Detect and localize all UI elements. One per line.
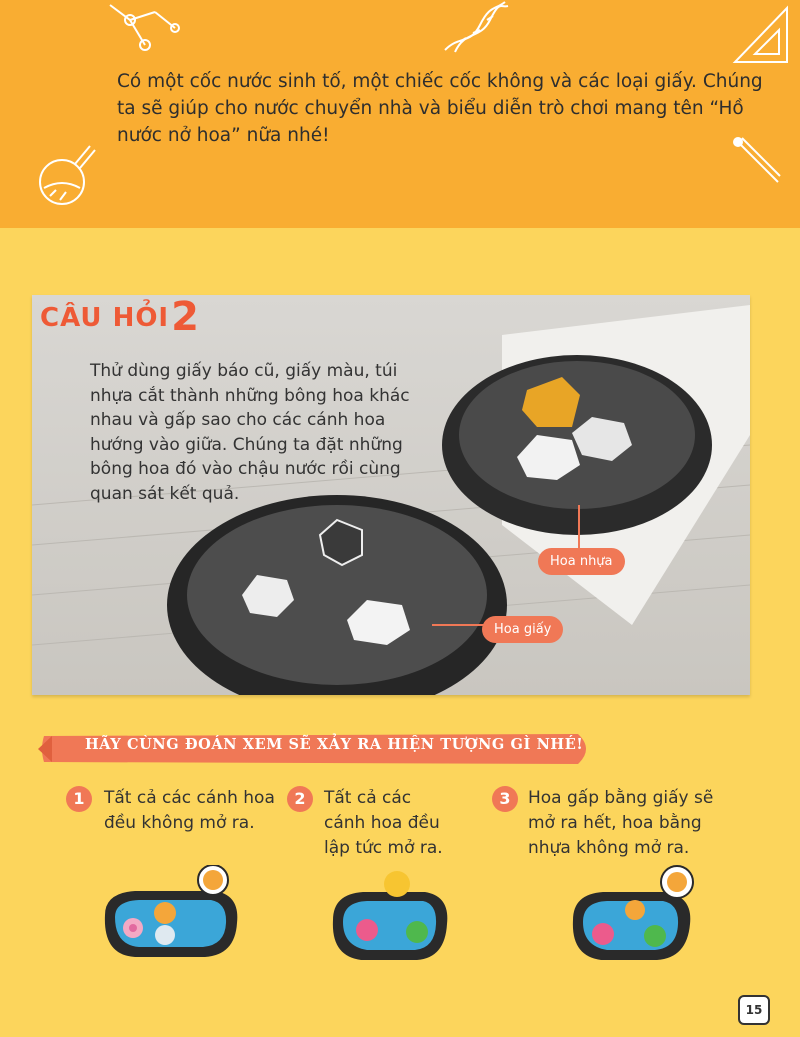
triangle-ruler-icon — [725, 0, 795, 70]
option-3-text: Hoa gấp bằng giấy sẽ mở ra hết, hoa bằng nhựa không mở ra. — [528, 788, 714, 858]
page-number: 15 — [738, 995, 770, 1025]
banner-text: HÃY CÙNG ĐOÁN XEM SẼ XẢY RA HIỆN TƯỢNG GÌ NHÉ! — [85, 736, 584, 753]
pond-1-illustration — [95, 865, 245, 975]
question-text: Thử dùng giấy báo cũ, giấy màu, túi nhựa cắt thành những bông hoa khác nhau và gấp sao cho các cánh hoa hướng vào giữa. Chúng ta đặt những bông hoa đó vào chậu nước rồi cùng quan sát kết quả. — [90, 361, 410, 504]
intro-text: Có một cốc nước sinh tố, một chiếc cốc không và các loại giấy. Chúng ta sẽ giúp cho nước chuyển nhà và biểu diễn trò chơi mang tên “Hồ nước nở hoa” nữa nhé! — [117, 71, 763, 146]
option-1-text: Tất cả các cánh hoa đều không mở ra. — [104, 788, 275, 833]
question-number: 2 — [171, 294, 200, 340]
pond-3-illustration — [565, 860, 700, 975]
option-3-number: 3 — [492, 786, 518, 812]
header-band — [0, 0, 800, 228]
question-title — [40, 294, 200, 340]
flask-icon — [30, 140, 100, 210]
question-label: CÂU HỎI — [40, 303, 170, 333]
option-2-number: 2 — [287, 786, 313, 812]
callout-plastic-flower: Hoa nhựa — [538, 548, 625, 575]
option-2-text: Tất cả các cánh hoa đều lập tức mở ra. — [324, 788, 443, 858]
option-1-number: 1 — [66, 786, 92, 812]
dna-icon — [440, 0, 510, 55]
callout-paper-flower: Hoa giấy — [482, 616, 563, 643]
molecule-icon — [100, 0, 190, 55]
